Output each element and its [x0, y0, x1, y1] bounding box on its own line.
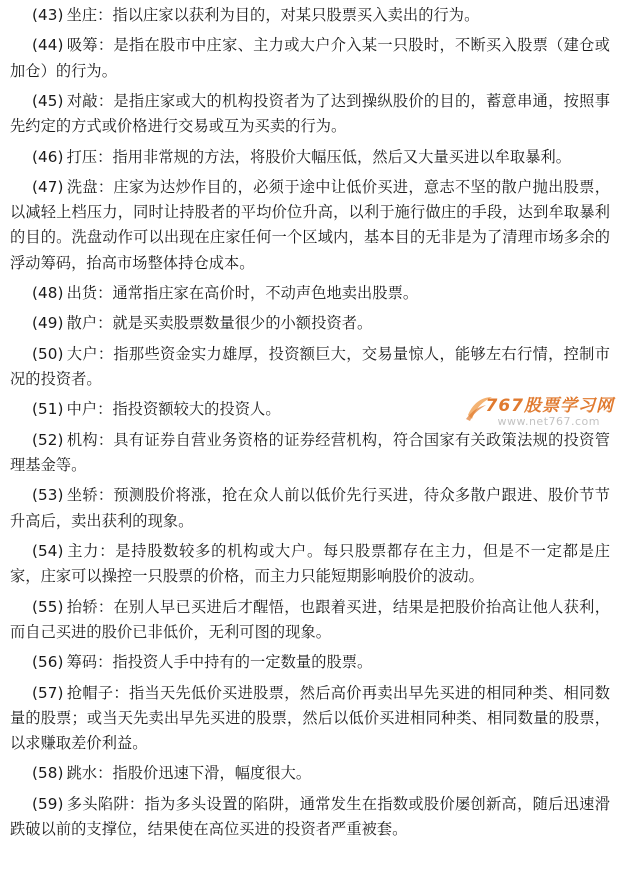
entry-number: (54) — [32, 541, 64, 560]
glossary-entry — [10, 281, 610, 306]
entry-separator: ： — [97, 147, 113, 166]
entry-number: (56) — [32, 653, 64, 672]
entry-separator: ： — [99, 541, 116, 560]
glossary-entry — [10, 311, 610, 336]
entry-number: (55) — [32, 597, 64, 616]
glossary-entry — [10, 3, 610, 28]
entry-number: (58) — [32, 764, 64, 783]
glossary-entry — [10, 539, 610, 589]
entry-number: (44) — [32, 36, 64, 55]
entry-term: 抢帽子 — [66, 683, 114, 702]
entry-definition: 预测股价将涨，抢在众人前以低价先行买进，待众多散户跟进、股价节节升高后，卖出获利的现象。 — [10, 486, 610, 530]
entry-number: (49) — [32, 314, 64, 333]
entry-number: (53) — [32, 486, 64, 505]
entry-definition: 指为多头设置的陷阱，通常发生在指数或股价屡创新高，随后迅速滑跌破以前的支撑位，结果使在高位买进的投资者严重被套。 — [10, 794, 610, 838]
entry-definition: 是指庄家或大的机构投资者为了达到操纵股价的目的，蓄意串通，按照事先约定的方式或价格进行交易或互为买卖的行为。 — [10, 91, 610, 136]
entry-definition: 指投资额较大的投资人。 — [112, 400, 281, 419]
entry-term: 主力 — [66, 541, 100, 560]
entry-separator: ： — [97, 653, 113, 672]
entry-separator: ： — [97, 91, 114, 110]
entry-definition: 指股价迅速下滑，幅度很大。 — [112, 764, 312, 783]
entry-term: 对敲 — [66, 91, 98, 110]
glossary-entry — [10, 145, 610, 170]
glossary-entry — [10, 175, 610, 276]
glossary-entry — [10, 681, 610, 757]
entry-separator: ： — [113, 683, 129, 702]
entry-term: 机构 — [66, 430, 98, 449]
entry-definition: 指投资人手中持有的一定数量的股票。 — [112, 653, 373, 672]
entry-definition: 就是买卖股票数量很少的小额投资者。 — [112, 314, 373, 333]
entry-separator: ： — [97, 764, 113, 783]
entry-definition: 在别人早已买进后才醒悟，也跟着买进，结果是把股价抬高让他人获利，而自己买进的股价已非低价，无利可图的现象。 — [10, 597, 610, 641]
glossary-entry — [10, 33, 610, 83]
entry-number: (45) — [32, 91, 64, 110]
entry-separator: ： — [97, 283, 113, 302]
entry-definition: 指用非常规的方法，将股价大幅压低，然后又大量买进以牟取暴利。 — [112, 147, 572, 166]
glossary-entry — [10, 792, 610, 842]
entry-separator: ： — [97, 400, 113, 419]
entry-number: (47) — [32, 177, 64, 196]
glossary-entry — [10, 761, 610, 786]
entry-separator: ： — [128, 794, 145, 813]
entry-definition: 指那些资金实力雄厚，投资额巨大，交易量惊人，能够左右行情，控制市况的投资者。 — [10, 344, 610, 388]
entry-separator: ： — [97, 36, 114, 55]
entry-number: (43) — [32, 6, 64, 24]
glossary-entry — [10, 483, 610, 533]
entry-definition: 是持股数较多的机构或大户。每只股票都存在主力，但是不一定都是庄家，庄家可以操控一只股票的价格，而主力只能短期影响股价的波动。 — [10, 541, 610, 586]
entry-number: (48) — [32, 283, 64, 302]
entry-definition: 指以庄家以获利为目的，对某只股票买入卖出的行为。 — [112, 6, 480, 24]
glossary-entry — [10, 595, 610, 645]
entry-term: 洗盘 — [66, 177, 98, 196]
entry-term: 出货 — [66, 283, 98, 302]
entry-separator: ： — [97, 344, 114, 363]
entry-definition: 通常指庄家在高价时，不动声色地卖出股票。 — [112, 283, 419, 302]
entry-definition: 是指在股市中庄家、主力或大户介入某一只股时，不断买入股票（建仓或加仓）的行为。 — [10, 36, 610, 80]
entry-term: 抬轿 — [66, 597, 98, 616]
entry-term: 多头陷阱 — [66, 794, 129, 813]
entry-separator: ： — [97, 597, 114, 616]
entry-number: (59) — [32, 794, 64, 813]
entry-number: (57) — [32, 683, 64, 702]
glossary-entry — [10, 650, 610, 675]
entry-separator: ： — [97, 6, 113, 24]
entry-term: 坐庄 — [66, 6, 98, 24]
entry-definition: 庄家为达炒作目的，必须于途中让低价买进，意志不坚的散户抛出股票，以减轻上档压力，同时让持股者的平均价位升高，以利于施行做庄的手段，达到牟取暴利的目的。洗盘动作可以出现在庄家任何一个区域内，基本目的无非是为了清理市场多余的浮动筹码，抬高市场整体持仓成本。 — [10, 177, 610, 272]
entry-number: (50) — [32, 344, 64, 363]
watermark-title: 767股票学习网 — [485, 396, 614, 416]
entry-number: (46) — [32, 147, 64, 166]
entry-term: 坐轿 — [66, 486, 98, 505]
entry-term: 大户 — [66, 344, 98, 363]
glossary-entry — [10, 342, 610, 392]
entry-number: (51) — [32, 400, 64, 419]
entry-number: (52) — [32, 430, 64, 449]
glossary-entry — [10, 89, 610, 139]
entry-separator: ： — [97, 314, 113, 333]
entry-term: 散户 — [66, 314, 98, 333]
watermark-url: www.net767.com — [497, 415, 600, 428]
entry-term: 中户 — [66, 400, 98, 419]
entry-definition: 具有证券自营业务资格的证券经营机构，符合国家有关政策法规的投资管理基金等。 — [10, 430, 610, 474]
entry-separator: ： — [97, 177, 114, 196]
site-watermark — [464, 391, 614, 443]
entry-term: 打压 — [66, 147, 98, 166]
entry-separator: ： — [97, 486, 114, 505]
entry-term: 跳水 — [66, 764, 98, 783]
entry-term: 吸筹 — [66, 36, 98, 55]
entry-definition: 指当天先低价买进股票，然后高价再卖出早先买进的相同种类、相同数量的股票；或当天先卖出早先买进的股票，然后以低价买进相同种类、相同数量的股票，以求赚取差价利益。 — [10, 683, 610, 752]
entry-term: 筹码 — [66, 653, 98, 672]
entry-separator: ： — [97, 430, 114, 449]
